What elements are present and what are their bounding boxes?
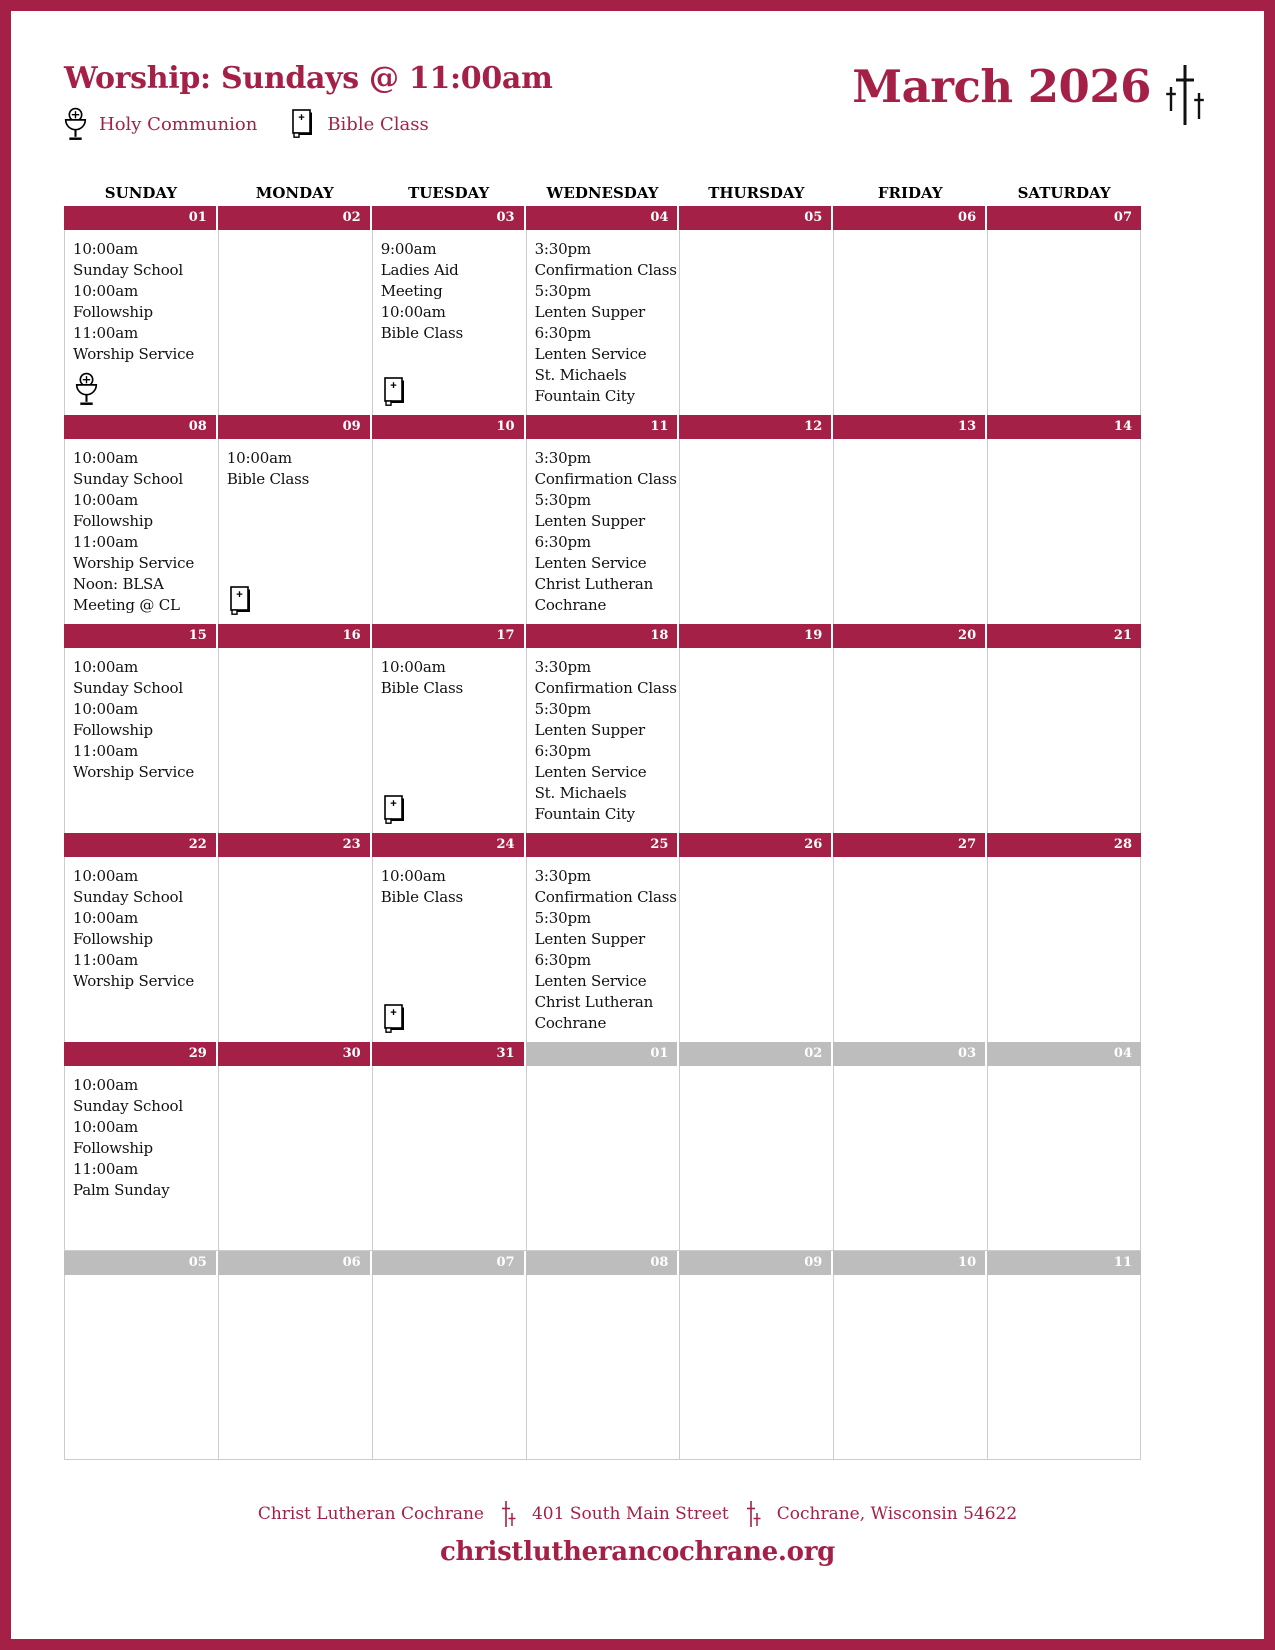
event-text: Lenten Service (534, 345, 647, 363)
day-cell-05 (679, 230, 833, 416)
day-cell-12 (679, 439, 833, 625)
weeks-container (64, 206, 1141, 1460)
event-text: 10:00am (73, 658, 138, 676)
event-text: Noon: BLSA (73, 575, 164, 593)
date-label-24: 24 (372, 833, 526, 857)
event-text: Lenten Supper (534, 930, 645, 948)
page-title: Worship: Sundays @ 11:00am (64, 61, 553, 96)
date-label-06: 06 (833, 206, 987, 230)
event-text: 10:00am (226, 449, 292, 467)
event-text: Confirmation Class (534, 470, 677, 488)
week-row (64, 230, 1141, 415)
event-text: Worship Service (73, 763, 194, 781)
week-row (64, 648, 1141, 833)
day-header-row (64, 180, 1141, 206)
event-text: Bible Class (380, 324, 463, 342)
day-cell-10 (372, 439, 526, 625)
day-header-friday: FRIDAY (877, 184, 943, 202)
date-bar (64, 1042, 1141, 1066)
event-text: St. Michaels (534, 784, 627, 802)
date-bar (64, 415, 1141, 439)
month-title: March 2026 (852, 60, 1151, 113)
date-label-10: 10 (372, 415, 526, 439)
day-cell-14 (987, 439, 1141, 625)
event-text: 11:00am (73, 1160, 138, 1178)
day-cell-01 (64, 230, 218, 416)
website-url: christlutherancochrane.org (439, 1537, 835, 1567)
event-text: 10:00am (73, 1076, 138, 1094)
date-label-15: 15 (64, 624, 218, 648)
event-text: 11:00am (73, 951, 138, 969)
footer-address-line (11, 1500, 1264, 1528)
date-label-09: 09 (218, 415, 372, 439)
date-label-13: 13 (833, 415, 987, 439)
legend (64, 106, 553, 142)
bible-icon (291, 109, 315, 139)
day-cell-24 (372, 857, 526, 1043)
week-row (64, 857, 1141, 1042)
event-text: Followship (73, 930, 153, 948)
date-bar (64, 206, 1141, 230)
event-text: 10:00am (73, 240, 138, 258)
event-text: Christ Lutheran (534, 993, 654, 1011)
event-text: Meeting (380, 282, 443, 300)
day-cell-09 (218, 439, 372, 625)
legend-label: Bible Class (327, 113, 429, 135)
date-label-25: 25 (526, 833, 680, 857)
event-text: Ladies Aid (380, 261, 459, 279)
event-text: Confirmation Class (534, 888, 677, 906)
event-text: Christ Lutheran (534, 575, 654, 593)
day-cell-next-01 (526, 1066, 680, 1251)
date-label-31: 31 (372, 1042, 526, 1066)
day-header-tuesday: TUESDAY (408, 184, 490, 202)
day-cell-03 (372, 230, 526, 416)
day-cell-08 (64, 439, 218, 625)
day-cell-20 (833, 648, 987, 834)
day-cell-19 (679, 648, 833, 834)
day-cell-30 (218, 1066, 372, 1251)
double-cross-icon (500, 1500, 516, 1528)
date-label-01: 01 (64, 206, 218, 230)
day-header-sunday: SUNDAY (104, 184, 178, 202)
event-text: Followship (73, 512, 153, 530)
event-text: Lenten Service (534, 763, 647, 781)
event-text: Followship (73, 721, 153, 739)
event-text: 10:00am (73, 700, 138, 718)
event-text: Lenten Service (534, 554, 647, 572)
date-label-03: 03 (372, 206, 526, 230)
date-label-18: 18 (526, 624, 680, 648)
date-label-16: 16 (218, 624, 372, 648)
header-left (64, 61, 553, 142)
day-cell-18 (526, 648, 680, 834)
event-text: Lenten Supper (534, 512, 645, 530)
date-label-02: 02 (218, 206, 372, 230)
event-text: 3:30pm (534, 449, 591, 467)
event-text: 5:30pm (534, 282, 591, 300)
footer-text: 401 South Main Street (531, 1504, 729, 1524)
date-bar (64, 1251, 1141, 1275)
date-label-23: 23 (218, 833, 372, 857)
event-text: St. Michaels (534, 366, 627, 384)
event-text: Cochrane (534, 1014, 607, 1032)
date-label-26: 26 (679, 833, 833, 857)
event-text: 10:00am (380, 867, 446, 885)
event-text: 5:30pm (534, 491, 591, 509)
event-text: 10:00am (73, 449, 138, 467)
event-text: Lenten Supper (534, 303, 645, 321)
day-cell-25 (526, 857, 680, 1043)
date-label-27: 27 (833, 833, 987, 857)
day-cell-29 (64, 1066, 218, 1251)
date-label-next-10: 10 (833, 1251, 987, 1275)
day-cell-31 (372, 1066, 526, 1251)
event-text: 10:00am (73, 491, 138, 509)
event-text: 10:00am (380, 303, 446, 321)
day-header-thursday: THURSDAY (708, 184, 805, 202)
event-text: 10:00am (380, 658, 446, 676)
event-text: Confirmation Class (534, 261, 677, 279)
bible-icon (381, 375, 526, 407)
bible-icon (227, 584, 372, 616)
day-cell-28 (987, 857, 1141, 1043)
bible-icon (381, 793, 526, 825)
header (11, 11, 1264, 142)
date-label-next-03: 03 (833, 1042, 987, 1066)
date-label-11: 11 (526, 415, 680, 439)
day-header-monday: MONDAY (255, 184, 334, 202)
event-text: 5:30pm (534, 909, 591, 927)
event-text: Bible Class (380, 888, 463, 906)
legend-item (64, 107, 257, 142)
day-cell-16 (218, 648, 372, 834)
event-text: 11:00am (73, 324, 138, 342)
day-cell-26 (679, 857, 833, 1043)
event-text: Sunday School (73, 679, 183, 697)
date-label-next-09: 09 (679, 1251, 833, 1275)
event-text: Sunday School (73, 261, 183, 279)
footer (11, 1500, 1264, 1567)
event-text: Confirmation Class (534, 679, 677, 697)
event-text: Bible Class (380, 679, 463, 697)
date-label-20: 20 (833, 624, 987, 648)
day-cell-next-04 (987, 1066, 1141, 1251)
day-cell-13 (833, 439, 987, 625)
event-text: 10:00am (73, 909, 138, 927)
day-cell-04 (526, 230, 680, 416)
day-cell-07 (987, 230, 1141, 416)
chalice-icon (73, 370, 218, 407)
event-text: Meeting @ CL (73, 596, 180, 614)
calendar-grid (64, 180, 1141, 1460)
date-label-07: 07 (987, 206, 1141, 230)
event-text: 10:00am (73, 282, 138, 300)
event-text: 10:00am (73, 867, 138, 885)
day-cell-next-03 (833, 1066, 987, 1251)
date-label-next-08: 08 (526, 1251, 680, 1275)
event-text: Followship (73, 303, 153, 321)
day-cell-next-08 (526, 1275, 680, 1460)
event-text: Worship Service (73, 345, 194, 363)
week-row (64, 1066, 1141, 1251)
event-text: 11:00am (73, 533, 138, 551)
date-label-next-01: 01 (526, 1042, 680, 1066)
date-label-05: 05 (679, 206, 833, 230)
week-row (64, 439, 1141, 624)
date-label-08: 08 (64, 415, 218, 439)
date-label-14: 14 (987, 415, 1141, 439)
event-text: 6:30pm (534, 533, 591, 551)
day-cell-next-06 (218, 1275, 372, 1460)
date-label-next-02: 02 (679, 1042, 833, 1066)
triple-cross-icon (1164, 63, 1206, 131)
day-cell-15 (64, 648, 218, 834)
event-text: 3:30pm (534, 867, 591, 885)
footer-text: Cochrane, Wisconsin 54622 (776, 1504, 1018, 1524)
day-cell-next-09 (679, 1275, 833, 1460)
date-label-22: 22 (64, 833, 218, 857)
date-label-28: 28 (987, 833, 1141, 857)
event-text: Cochrane (534, 596, 607, 614)
date-bar (64, 833, 1141, 857)
event-text: 3:30pm (534, 658, 591, 676)
date-label-17: 17 (372, 624, 526, 648)
event-text: Worship Service (73, 554, 194, 572)
date-label-next-05: 05 (64, 1251, 218, 1275)
day-cell-27 (833, 857, 987, 1043)
event-text: Sunday School (73, 470, 183, 488)
date-label-21: 21 (987, 624, 1141, 648)
date-label-next-06: 06 (218, 1251, 372, 1275)
day-cell-next-07 (372, 1275, 526, 1460)
day-cell-next-02 (679, 1066, 833, 1251)
day-cell-11 (526, 439, 680, 625)
day-cell-17 (372, 648, 526, 834)
event-text: Lenten Supper (534, 721, 645, 739)
date-label-next-07: 07 (372, 1251, 526, 1275)
event-text: 3:30pm (534, 240, 591, 258)
event-text: 10:00am (73, 1118, 138, 1136)
event-text: Palm Sunday (73, 1181, 170, 1199)
legend-item (291, 109, 428, 139)
date-label-19: 19 (679, 624, 833, 648)
day-cell-next-05 (64, 1275, 218, 1460)
day-header-wednesday: WEDNESDAY (546, 184, 659, 202)
date-label-12: 12 (679, 415, 833, 439)
event-text: 6:30pm (534, 742, 591, 760)
event-text: 6:30pm (534, 324, 591, 342)
event-text: Followship (73, 1139, 153, 1157)
double-cross-icon (745, 1500, 761, 1528)
day-cell-23 (218, 857, 372, 1043)
event-text: 9:00am (380, 240, 437, 258)
date-label-next-11: 11 (987, 1251, 1141, 1275)
event-text: Sunday School (73, 1097, 183, 1115)
date-label-29: 29 (64, 1042, 218, 1066)
chalice-icon (64, 107, 87, 142)
month-block (852, 61, 1206, 131)
date-label-30: 30 (218, 1042, 372, 1066)
footer-text: Christ Lutheran Cochrane (257, 1504, 484, 1524)
day-cell-21 (987, 648, 1141, 834)
week-row (64, 1275, 1141, 1460)
event-text: Fountain City (534, 387, 635, 405)
event-text: Fountain City (534, 805, 635, 823)
event-text: Sunday School (73, 888, 183, 906)
event-text: 6:30pm (534, 951, 591, 969)
event-text: 11:00am (73, 742, 138, 760)
date-label-next-04: 04 (987, 1042, 1141, 1066)
date-bar (64, 624, 1141, 648)
event-text: Bible Class (226, 470, 310, 488)
event-text: 5:30pm (534, 700, 591, 718)
day-header-saturday: SATURDAY (1017, 184, 1111, 202)
event-text: Worship Service (73, 972, 194, 990)
day-cell-22 (64, 857, 218, 1043)
date-label-04: 04 (526, 206, 680, 230)
day-cell-02 (218, 230, 372, 416)
day-cell-06 (833, 230, 987, 416)
day-cell-next-10 (833, 1275, 987, 1460)
legend-label: Holy Communion (99, 113, 258, 135)
day-cell-next-11 (987, 1275, 1141, 1460)
bible-icon (381, 1002, 526, 1034)
event-text: Lenten Service (534, 972, 647, 990)
